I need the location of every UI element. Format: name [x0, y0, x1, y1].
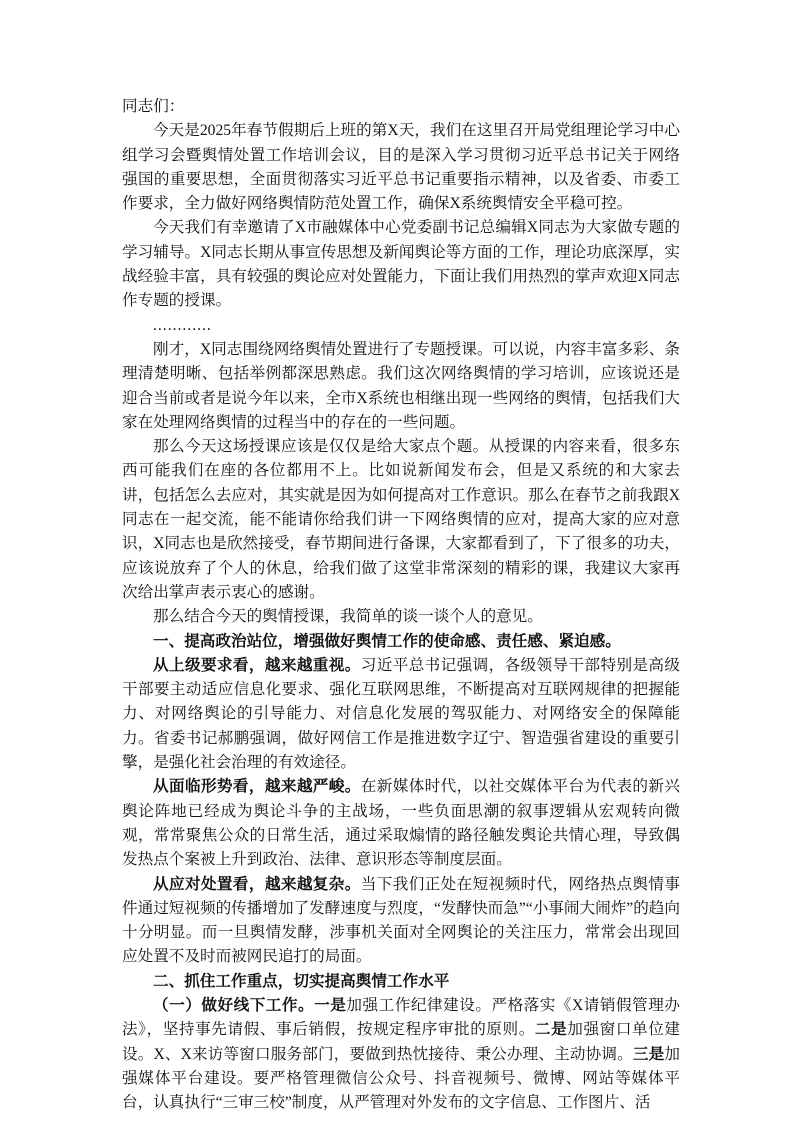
section-heading-2: 二、抓住工作重点，切实提高舆情工作水平 — [153, 972, 450, 990]
section2-point-3-lead: 三是 — [632, 1045, 665, 1063]
section1-item-2-body: 在新媒体时代，以社交媒体平台为代表的新兴舆论阵地已经成为舆论斗争的主战场，一些负面思潮的叙事逻辑从宏观转向微观，常常聚焦公众的日常生活，通过采取煽情的路径触发舆论共情心理，导致偶发热点个案被上升到政治、法律、意识形态等制度层面。 — [122, 778, 680, 869]
section1-item-3-lead: 从应对处置看，越来越复杂。 — [153, 875, 361, 893]
section2-point-1-body: 加强工作纪律建设。严格落实《X请销假管理办法》，坚持事先请假、事后销假，按规定程序审批的原则。 — [122, 996, 680, 1039]
section1-item-2-lead: 从面临形势看，越来越严峻。 — [153, 778, 361, 796]
section2-point-3-body: 加强媒体平台建设。要严格管理微信公众号、抖音视频号、微博、网站等媒体平台，认真执行“三审三校”制度，从严管理对外发布的文字信息、工作图片、活 — [122, 1045, 680, 1112]
section2-point-1-lead: 一是 — [314, 996, 347, 1014]
paragraph-introduction: 今天我们有幸邀请了X市融媒体中心党委副书记总编辑X同志为大家做专题的学习辅导。X同志长期从事宣传思想及新闻舆论等方面的工作，理论功底深厚，实战经验丰富，具有较强的舆论应对处置能力，下面让我们用热烈的掌声欢迎X同志作专题的授课。 — [122, 219, 680, 310]
section2-point-2-lead: 二是 — [534, 1021, 568, 1039]
salutation: 同志们： — [122, 98, 185, 115]
ellipsis-separator: ............ — [153, 316, 212, 334]
section1-item-1-lead: 从上级要求看，越来越重视。 — [153, 656, 361, 674]
section-heading-1: 一、提高政治站位，增强做好舆情工作的使命感、责任感、紧迫感。 — [153, 632, 621, 650]
paragraph-opening: 今天是2025年春节假期后上班的第X天，我们在这里召开局党组理论学习中心组学习会暨舆情处置工作培训会议，目的是深入学习贯彻习近平总书记关于网络强国的重要思想，全面贯彻落实习近平总书记重要指示精神，以及省委、市委工作要求，全力做好网络舆情防范处置工作，确保X系统舆情安全平稳可控。 — [122, 122, 680, 213]
section1-item-3-body: 当下我们正处在短视频时代，网络热点舆情事件通过短视频的传播增加了发酵速度与烈度，“发酵快而急”“小事闹大闹炸”的趋向十分明显。而一旦舆情发酵，涉事机关面对全网舆论的关注压力，常常会出现回应处置不及时而被网民追打的局面。 — [122, 875, 680, 966]
paragraph-review: 刚才，X同志围绕网络舆情处置进行了专题授课。可以说，内容丰富多彩、条理清楚明晰、包括举例都深思熟虑。我们这次网络舆情的学习培训，应该说还是迎合当前或者是说今年以来，全市X系统也相继出现一些网络的舆情，包括我们大家在处理网络舆情的过程当中的存在的一些问题。 — [122, 340, 680, 431]
section1-item-2 — [122, 775, 680, 872]
section1-item-1 — [122, 654, 680, 775]
section2-point-2-body: 加强窗口单位建设。X、X来访等窗口服务部门，要做到热忱接待、秉公办理、主动协调。 — [122, 1021, 680, 1063]
section2-subsection-1 — [122, 994, 680, 1115]
paragraph-transition: 那么结合今天的舆情授课，我简单的谈一谈个人的意见。 — [153, 608, 543, 626]
section1-item-1-body: 习近平总书记强调，各级领导干部特别是高级干部要主动适应信息化要求、强化互联网思维，不断提高对互联网规律的把握能力、对网络舆论的引导能力、对信息化发展的驾驭能力、对网络安全的保障能力。省委书记郝鹏强调，做好网信工作是推进数字辽宁、智造强省建设的重要引擎，是强化社会治理的有效途径。 — [122, 656, 680, 772]
section1-item-3 — [122, 873, 680, 970]
document-page — [122, 95, 680, 1115]
section2-subsection-1-lead: （一）做好线下工作。 — [153, 996, 315, 1014]
paragraph-thanks: 那么今天这场授课应该是仅仅是给大家点个题。从授课的内容来看，很多东西可能我们在座的各位都用不上。比如说新闻发布会，但是又系统的和大家去讲，包括怎么去应对，其实就是因为如何提高对工作意识。那么在春节之前我跟X同志在一起交流，能不能请你给我们讲一下网络舆情的应对，提高大家的应对意识，X同志也是欣然接受，春节期间进行备课，大家都看到了，下了很多的功夫，应该说放弃了个人的休息，给我们做了这堂非常深刻的精彩的课，我建议大家再次给出掌声表示衷心的感谢。 — [122, 438, 680, 601]
